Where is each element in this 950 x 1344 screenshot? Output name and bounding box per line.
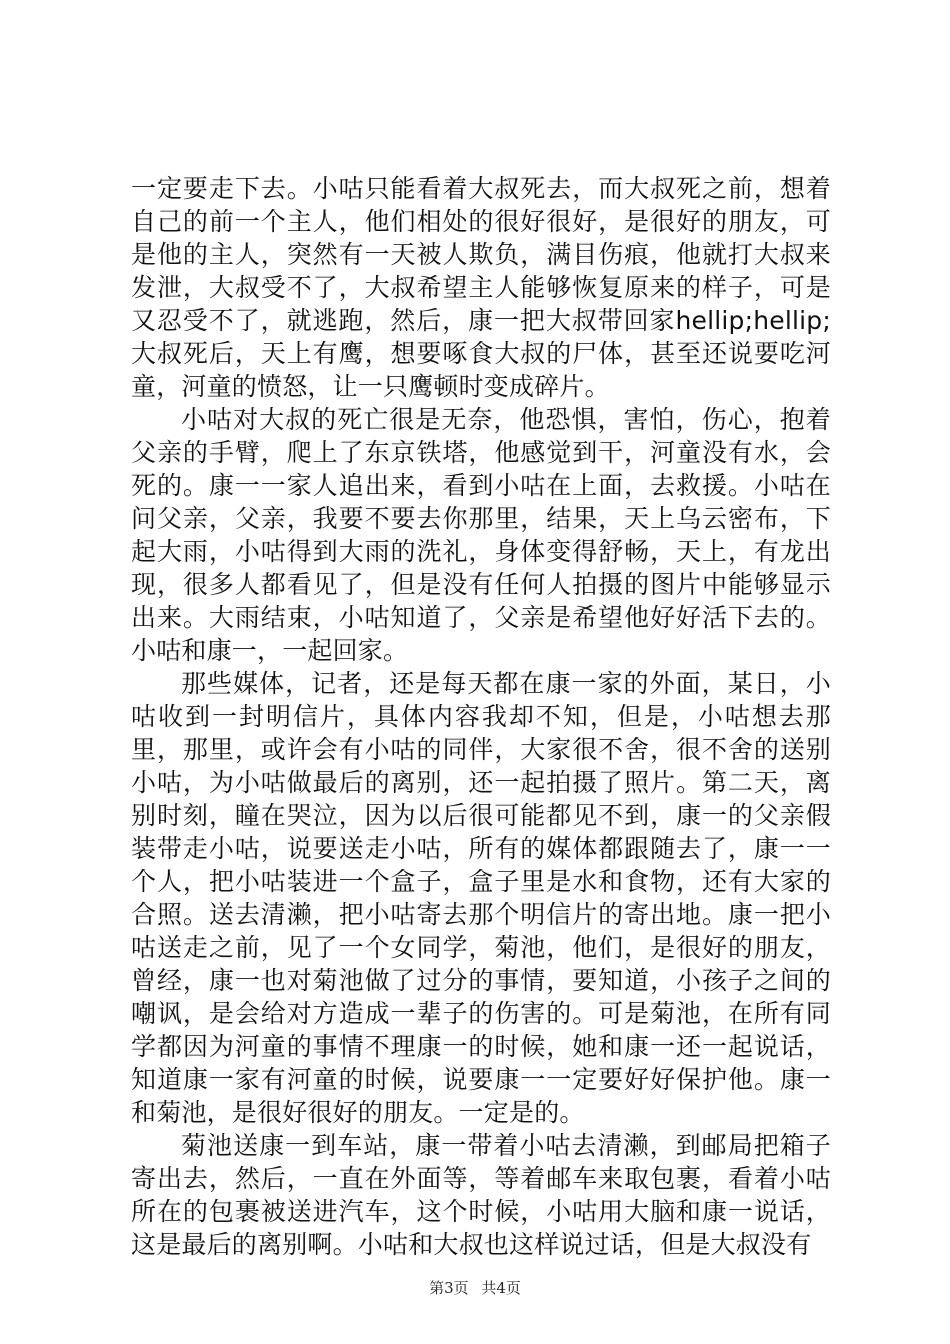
page-total: 共4页 <box>481 1279 521 1297</box>
document-body <box>131 172 831 1261</box>
paragraph-1: 一定要走下去。小咕只能看着大叔死去，而大叔死之前，想着自己的前一个主人，他们相处的很好很好，是很好的朋友，可是他的主人，突然有一天被人欺负，满目伤痕，他就打大叔来发泄，大叔受不了，大叔希望主人能够恢复原来的样子，可是又忍受不了，就逃跑，然后，康一把大叔带回家hellip;hellip;大叔死后，天上有鹰，想要啄食大叔的尸体，甚至还说要吃河童，河童的愤怒，让一只鹰顿时变成碎片。 <box>131 174 831 401</box>
paragraph-4: 菊池送康一到车站，康一带着小咕去清濑，到邮局把箱子寄出去，然后，一直在外面等，等着邮车来取包裹，看着小咕所在的包裹被送进汽车，这个时候，小咕用大脑和康一说话，这是最后的离别啊。小咕和大叔也这样说过话，但是大叔没有 <box>131 1131 831 1259</box>
paragraph-3: 那些媒体，记者，还是每天都在康一家的外面，某日，小咕收到一封明信片，具体内容我却不知，但是，小咕想去那里，那里，或许会有小咕的同伴，大家很不舍，很不舍的送别小咕，为小咕做最后的离别，还一起拍摄了照片。第二天，离别时刻，瞳在哭泣，因为以后很可能都见不到，康一的父亲假装带走小咕，说要送走小咕，所有的媒体都跟随去了，康一一个人，把小咕装进一个盒子，盒子里是水和食物，还有大家的合照。送去清濑，把小咕寄去那个明信片的寄出地。康一把小咕送走之前，见了一个女同学，菊池，他们，是很好的朋友，曾经，康一也对菊池做了过分的事情，要知道，小孩子之间的嘲讽，是会给对方造成一辈子的伤害的。可是菊池，在所有同学都因为河童的事情不理康一的时候，她和康一还一起说话，知道康一家有河童的时候，说要康一一定要好好保护他。康一和菊池，是很好很好的朋友。一定是的。 <box>131 669 831 1127</box>
page-number: 第3页 <box>429 1279 469 1297</box>
page-footer <box>0 1278 950 1298</box>
paragraph-2: 小咕对大叔的死亡很是无奈，他恐惧，害怕，伤心，抱着父亲的手臂，爬上了东京铁塔，他感觉到干，河童没有水，会死的。康一一家人追出来，看到小咕在上面，去救援。小咕在问父亲，父亲，我要不要去你那里，结果，天上乌云密布，下起大雨，小咕得到大雨的洗礼，身体变得舒畅，天上，有龙出现，很多人都看见了，但是没有任何人拍摄的图片中能够显示出来。大雨结束，小咕知道了，父亲是希望他好好活下去的。小咕和康一，一起回家。 <box>131 405 831 665</box>
